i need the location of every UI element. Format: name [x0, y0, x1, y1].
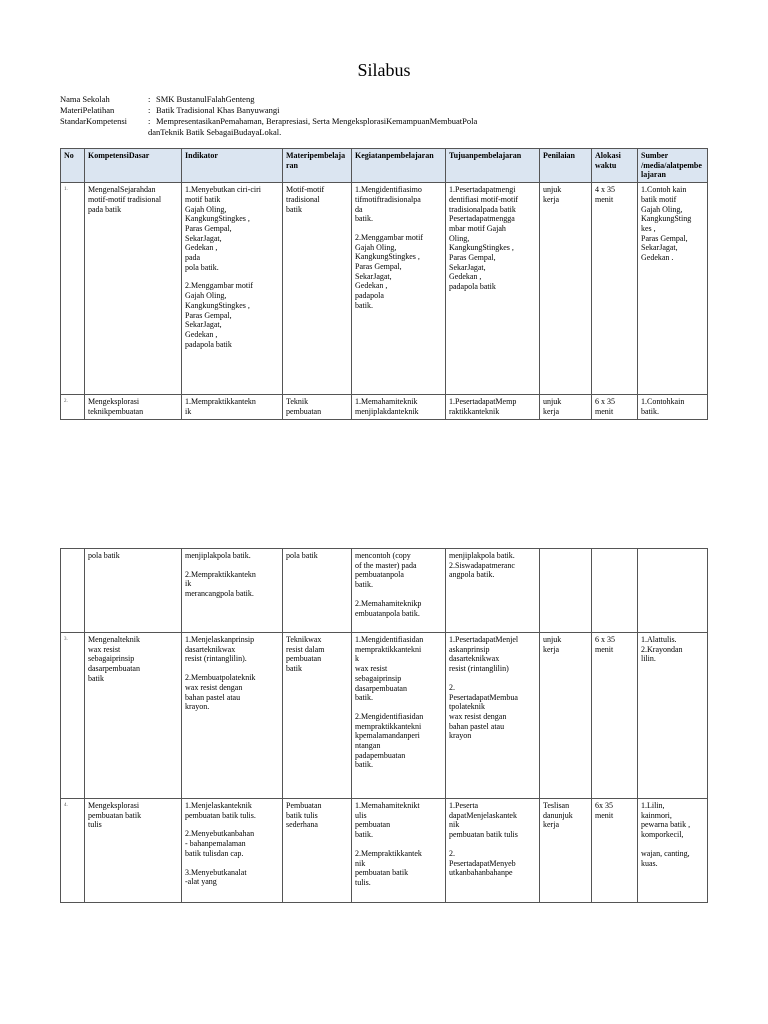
cell-line: pola batik — [286, 551, 318, 560]
cell-line: askanprinsip — [449, 644, 490, 654]
header-alokasi: Alokasi waktu — [592, 149, 638, 183]
header-penilaian: Penilaian — [540, 149, 592, 183]
syllabus-table-part2 — [60, 548, 708, 903]
cell-line: batik — [286, 664, 302, 674]
cell-line: batik tulisdan cap. — [185, 848, 244, 858]
cell-tujuan — [446, 183, 540, 395]
cell-line: wax resist dengan — [185, 682, 243, 692]
cell-line: batik. — [641, 406, 659, 416]
cell-line: 3.Menyebutkanalat — [185, 867, 247, 877]
cell-penilaian — [540, 549, 592, 633]
cell-line: pewarna batik , — [641, 820, 691, 830]
info-colon: : — [148, 94, 151, 104]
table-row — [61, 633, 708, 799]
cell-line: nik — [449, 820, 460, 830]
cell-alokasi — [592, 183, 638, 395]
cell-line: pada batik — [88, 204, 122, 214]
cell-line: raktikkanteknik — [449, 406, 500, 416]
cell-line: PesertadapatMenyeb — [449, 858, 516, 868]
cell-line: 1.Contoh kain — [641, 185, 687, 195]
cell-line — [185, 664, 279, 673]
cell-line: pembuatan batik — [355, 868, 409, 878]
cell-line: KangkungStingkes , — [355, 252, 420, 262]
cell-line: 2.Menggambar motif — [185, 281, 253, 291]
cell-no: 1. — [61, 183, 85, 395]
cell-kompetensi — [85, 183, 182, 395]
cell-line: resist dalam — [286, 644, 325, 654]
cell-line: Teknik — [286, 397, 309, 407]
cell-line: pada — [185, 253, 201, 263]
header-indikator: Indikator — [182, 149, 283, 183]
cell-line: 2. — [449, 848, 455, 858]
cell-line: PesertadapatMembua — [449, 692, 518, 702]
cell-line: menjiplakpola batik. — [185, 551, 251, 560]
cell-line: ik — [185, 579, 192, 589]
cell-line: - bahanpemalaman — [185, 839, 246, 849]
cell-materi — [283, 633, 352, 799]
header-tujuan: Tujuanpembelajaran — [446, 149, 540, 183]
info-row-standar — [60, 116, 477, 127]
cell-line: mempraktikkantekni — [355, 721, 422, 731]
cell-line: 2.Membuatpolateknik — [185, 673, 256, 683]
cell-line — [355, 840, 442, 849]
info-colon: : — [148, 116, 151, 126]
cell-line: Gajah Oling, — [641, 204, 683, 214]
cell-line: Gedekan , — [185, 329, 218, 339]
cell-line: Mengeksplorasi — [88, 397, 140, 407]
cell-line: bahan pastel atau — [185, 692, 241, 702]
cell-line: 2. — [449, 682, 455, 692]
cell-line: pola batik. — [185, 262, 219, 272]
cell-line: sebagaiprinsip — [88, 654, 135, 664]
school-info — [60, 94, 477, 138]
table-header-row — [61, 149, 708, 183]
cell-line: krayon — [449, 731, 472, 741]
header-materi: Materipembelajaran — [283, 149, 352, 183]
cell-line: 2.Krayondan — [641, 644, 683, 654]
info-value: Batik Tradisional Khas Banyuwangi — [156, 105, 280, 115]
cell-kegiatan — [352, 799, 446, 903]
cell-line: 1.Alattulis. — [641, 635, 677, 644]
cell-line: Mengeksplorasi — [88, 801, 140, 810]
cell-line — [355, 703, 442, 712]
cell-line: tradisional — [286, 194, 320, 204]
cell-kompetensi — [85, 799, 182, 903]
cell-line: pembuatan — [286, 654, 322, 664]
cell-line: padapembuatan — [355, 750, 406, 760]
cell-line: Gedekan , — [355, 281, 388, 291]
cell-line: Motif-motif — [286, 185, 325, 195]
cell-line: kes , — [641, 223, 656, 233]
cell-line: Paras Gempal, — [185, 223, 232, 233]
cell-sumber — [638, 395, 708, 419]
cell-line: dasarpembuatan — [88, 664, 140, 674]
cell-line — [449, 674, 536, 683]
cell-line: KangkungStingkes , — [449, 243, 514, 253]
cell-line: mencontoh (copy — [355, 551, 411, 560]
cell-line: SekarJagat, — [185, 320, 222, 330]
table-row — [61, 183, 708, 395]
cell-line: menit — [595, 406, 614, 416]
cell-line: nik — [355, 858, 366, 868]
cell-line: k — [355, 654, 359, 664]
cell-line: 1.PesertadapatMenjel — [449, 635, 519, 644]
cell-alokasi — [592, 395, 638, 419]
cell-line: dasarteknikwax — [449, 654, 500, 664]
cell-line: wajan, canting, — [641, 848, 690, 858]
cell-line: 2.Menyebutkanbahan — [185, 829, 255, 839]
cell-line — [641, 840, 704, 849]
cell-line: pembuatan batik — [88, 810, 142, 820]
cell-line: resist (rintanglilin) — [449, 664, 509, 674]
table-body-part1 — [61, 183, 708, 419]
cell-line: padapola batik — [449, 282, 496, 292]
cell-line: angpola batik. — [449, 570, 495, 580]
cell-line: 2.Siswadapatmeranc — [449, 560, 515, 570]
cell-line: 6 x 35 — [595, 397, 615, 407]
cell-penilaian — [540, 633, 592, 799]
cell-line: kuas. — [641, 858, 658, 868]
cell-line: sebagaiprinsip — [355, 673, 402, 683]
cell-line: batik — [286, 204, 302, 214]
cell-line: 2.Mengidentifiasidan — [355, 711, 424, 721]
cell-line: SekarJagat, — [355, 271, 392, 281]
cell-line: tpolateknik — [449, 702, 485, 712]
cell-line: kainmori, — [641, 810, 672, 820]
cell-no: 3. — [61, 633, 85, 799]
cell-line: krayon. — [185, 702, 210, 712]
cell-line: utkanbahanbahanpe — [449, 868, 513, 878]
cell-line: 6 x 35 — [595, 635, 615, 644]
cell-line: 1.Mengidentifiasimo — [355, 185, 422, 195]
cell-sumber — [638, 183, 708, 395]
cell-line: batik motif — [641, 194, 677, 204]
cell-line: ntangan — [355, 741, 381, 751]
cell-line: Paras Gempal, — [185, 310, 232, 320]
cell-line: kerja — [543, 644, 559, 654]
info-value: SMK BustanulFalahGenteng — [156, 94, 255, 104]
cell-line: SekarJagat, — [641, 243, 678, 253]
cell-line: batik. — [355, 300, 373, 310]
cell-materi — [283, 395, 352, 419]
cell-line: 2.Mempraktikkantek — [355, 848, 422, 858]
table-row — [61, 799, 708, 903]
cell-line: kerja — [543, 820, 559, 830]
cell-line: KangkungSting — [641, 214, 692, 224]
info-continuation: danTeknik Batik SebagaiBudayaLokal. — [148, 127, 282, 137]
cell-line: menit — [595, 644, 614, 654]
cell-line: tifmotiftradisionalpa — [355, 194, 421, 204]
header-kompetensi: KompetensiDasar — [85, 149, 182, 183]
cell-line: 2.Mempraktikkantekn — [185, 569, 256, 579]
cell-line: Teknikwax — [286, 635, 322, 644]
cell-line: menit — [595, 810, 614, 820]
cell-line: pembuatanpola — [355, 570, 404, 580]
cell-line: danunjuk — [543, 810, 573, 820]
cell-line: 1.Memahamiteknikt — [355, 801, 420, 810]
cell-line: menjiplakdanteknik — [355, 406, 419, 416]
cell-line: Gajah Oling, — [185, 291, 227, 301]
cell-line: 1.Menjelaskanprinsip — [185, 635, 255, 644]
cell-line: lilin. — [641, 654, 656, 664]
cell-indikator — [182, 549, 283, 633]
cell-line: padapola — [355, 291, 384, 301]
cell-line: dasarteknikwax — [185, 644, 236, 654]
cell-line: 1.Contohkain — [641, 397, 685, 407]
info-colon: : — [148, 105, 151, 115]
table-body-part2 — [61, 549, 708, 903]
header-no: No — [61, 149, 85, 183]
cell-line: tulis. — [355, 877, 371, 887]
cell-line: resist (rintanglilin). — [185, 654, 247, 664]
page-title: Silabus — [357, 60, 411, 80]
cell-line: wax resist — [355, 664, 388, 674]
cell-sumber — [638, 549, 708, 633]
cell-line: 1.Mengidentifiasidan — [355, 635, 424, 644]
cell-line: 1.Menjelaskanteknik — [185, 801, 252, 810]
cell-line: menit — [595, 194, 614, 204]
cell-line: 1.Peserta — [449, 801, 479, 810]
cell-line: 1.Menyebutkan ciri-ciri — [185, 185, 261, 195]
cell-no — [61, 549, 85, 633]
cell-line: pola batik — [88, 551, 120, 560]
cell-line: dapatMenjelaskantek — [449, 810, 517, 820]
cell-line: padapola batik — [185, 339, 232, 349]
cell-line: motif batik — [185, 194, 221, 204]
cell-indikator — [182, 799, 283, 903]
cell-kegiatan — [352, 633, 446, 799]
cell-line: kpemalamandanperi — [355, 731, 420, 741]
syllabus-table-part1 — [60, 148, 708, 420]
info-row-school — [60, 94, 477, 105]
cell-line: Gajah Oling, — [355, 242, 397, 252]
cell-line: Pesertadapatmengga — [449, 214, 515, 224]
cell-line: 2.Memahamiteknikp — [355, 598, 422, 608]
cell-line: 6x 35 — [595, 801, 613, 810]
cell-line: mempraktikkantekni — [355, 644, 422, 654]
cell-line: batik tulis — [286, 810, 318, 820]
cell-line: Paras Gempal, — [641, 233, 688, 243]
cell-line: SekarJagat, — [185, 233, 222, 243]
cell-line: MengenalSejarahdan — [88, 185, 156, 195]
cell-line: Gedekan , — [449, 272, 482, 282]
cell-kegiatan — [352, 549, 446, 633]
cell-line: batik — [88, 673, 104, 683]
cell-line: pembuatan batik tulis — [449, 830, 518, 840]
cell-line — [185, 820, 279, 829]
cell-line — [185, 561, 279, 570]
cell-kompetensi — [85, 633, 182, 799]
cell-no: 2. — [61, 395, 85, 419]
cell-line: batik. — [355, 580, 373, 590]
cell-line: Gedekan . — [641, 253, 674, 263]
cell-line: kerja — [543, 194, 559, 204]
cell-sumber — [638, 799, 708, 903]
cell-line: mbar motif Gajah — [449, 223, 506, 233]
cell-line: Teslisan — [543, 801, 570, 810]
cell-line — [449, 840, 536, 849]
cell-line: merancangpola batik. — [185, 589, 254, 599]
info-label: MateriPelatihan — [60, 105, 115, 115]
cell-line: 4 x 35 — [595, 185, 615, 195]
cell-kegiatan — [352, 395, 446, 419]
cell-indikator — [182, 633, 283, 799]
cell-line: SekarJagat, — [449, 262, 486, 272]
cell-line: komporkecil, — [641, 830, 684, 840]
info-label: StandarKompetensi — [60, 116, 128, 126]
cell-materi — [283, 549, 352, 633]
cell-line: embuatanpola batik. — [355, 608, 420, 618]
cell-line: kerja — [543, 406, 559, 416]
cell-tujuan — [446, 395, 540, 419]
cell-kompetensi — [85, 549, 182, 633]
cell-line: wax resist dengan — [449, 711, 507, 721]
cell-line: dentifiasi motif-motif — [449, 194, 519, 204]
cell-line: batik. — [355, 693, 373, 703]
cell-line: Paras Gempal, — [449, 253, 496, 263]
cell-line: da — [355, 204, 363, 214]
cell-line: unjuk — [543, 397, 562, 407]
cell-no: 4. — [61, 799, 85, 903]
cell-line: 1.Mempraktikkantekn — [185, 397, 256, 407]
cell-line: sederhana — [286, 820, 318, 830]
cell-line: Gajah Oling, — [185, 204, 227, 214]
cell-kompetensi — [85, 395, 182, 419]
cell-line: of the master) pada — [355, 560, 417, 570]
cell-line — [355, 590, 442, 599]
cell-materi — [283, 799, 352, 903]
header-sumber: Sumber /media/alatpembelajaran — [638, 149, 708, 183]
cell-line — [185, 859, 279, 868]
cell-line: tradisionalpada batik — [449, 204, 516, 214]
cell-tujuan — [446, 799, 540, 903]
cell-line: Oling, — [449, 233, 470, 243]
cell-line: 1.Pesertadapatmengi — [449, 185, 516, 195]
cell-alokasi — [592, 799, 638, 903]
cell-line: pembuatan — [355, 820, 391, 830]
cell-alokasi — [592, 549, 638, 633]
cell-line: 2.Menggambar motif — [355, 232, 423, 242]
info-label: Nama Sekolah — [60, 94, 110, 104]
cell-alokasi — [592, 633, 638, 799]
cell-line: pembuatan — [286, 406, 322, 416]
header-kegiatan: Kegiatanpembelajaran — [352, 149, 446, 183]
cell-indikator — [182, 395, 283, 419]
cell-line: 1.Memahamiteknik — [355, 397, 418, 407]
cell-line — [355, 224, 442, 233]
cell-materi — [283, 183, 352, 395]
cell-line: dasarpembuatan — [355, 683, 407, 693]
cell-penilaian — [540, 183, 592, 395]
info-value: MempresentasikanPemahaman, Berapresiasi, Serta MengeksplorasiKemampuanMembuatPola — [156, 116, 478, 126]
cell-line: -alat yang — [185, 877, 217, 887]
cell-line — [185, 272, 279, 281]
cell-line: pembuatan batik tulis. — [185, 810, 256, 820]
cell-line: batik. — [355, 214, 373, 224]
table-row — [61, 395, 708, 419]
cell-tujuan — [446, 633, 540, 799]
cell-line: wax resist — [88, 644, 121, 654]
cell-line: KangkungStingkes , — [185, 300, 250, 310]
cell-line: bahan pastel atau — [449, 721, 505, 731]
cell-line: batik. — [355, 760, 373, 770]
cell-line: ulis — [355, 810, 367, 820]
cell-line: Pembuatan — [286, 801, 322, 810]
cell-penilaian — [540, 799, 592, 903]
cell-line: 1.Lilin, — [641, 801, 665, 810]
cell-line: unjuk — [543, 635, 562, 644]
cell-line: batik. — [355, 830, 373, 840]
cell-line: KangkungStingkes , — [185, 214, 250, 224]
cell-line: motif-motif tradisional — [88, 194, 162, 204]
cell-line: tulis — [88, 820, 102, 830]
info-row-materi — [60, 105, 477, 116]
cell-indikator — [182, 183, 283, 395]
cell-line: unjuk — [543, 185, 562, 195]
cell-kegiatan — [352, 183, 446, 395]
table-row — [61, 549, 708, 633]
cell-tujuan — [446, 549, 540, 633]
cell-line: Gedekan , — [185, 243, 218, 253]
cell-line: ik — [185, 406, 192, 416]
cell-line: 1.PesertadapatMemp — [449, 397, 517, 407]
cell-line: menjiplakpola batik. — [449, 551, 515, 560]
cell-line: Mengenalteknik — [88, 635, 140, 644]
cell-sumber — [638, 633, 708, 799]
cell-line: teknikpembuatan — [88, 406, 144, 416]
cell-line: Paras Gempal, — [355, 262, 402, 272]
cell-penilaian — [540, 395, 592, 419]
